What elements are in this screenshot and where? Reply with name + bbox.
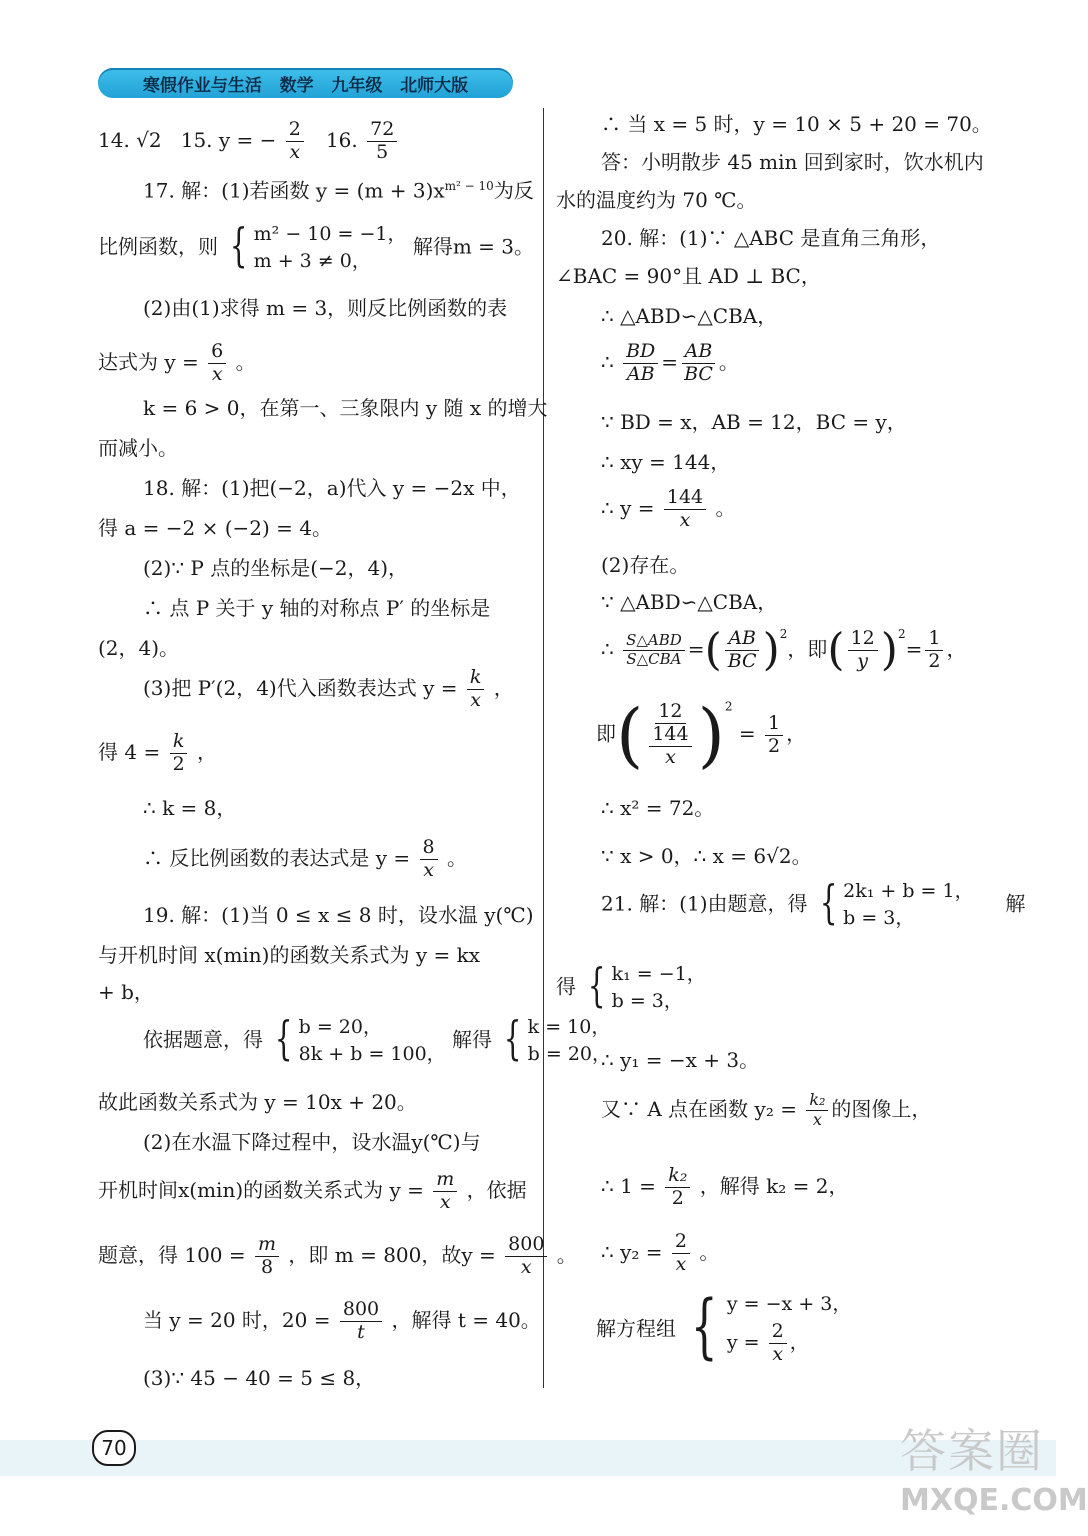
header-title: 寒假作业与生活 数学 九年级 北师大版 — [142, 76, 469, 96]
q18-line4: ∴ 点 P 关于 y 轴的对称点 P′ 的坐标是 — [143, 596, 491, 620]
equation-system: { y = −x + 3， y = $\frac{2}{x}$ ， — [691, 1285, 852, 1367]
q18-line6: (3)把 P′(2，4)代入函数表达式 y = $\frac{k}{x}$ ， — [143, 666, 514, 711]
column-divider — [543, 108, 544, 1388]
answer-16: 16. — [325, 127, 358, 152]
q20-line8: (2)存在。 — [601, 553, 690, 577]
q20-line2: ∠BAC = 90°且 AD ⊥ BC， — [556, 264, 821, 288]
q18-line1: 18. 解：(1)把(−2，a)代入 y = −2x 中， — [143, 476, 521, 500]
equation-system: { b = 20， 8k + b = 100， — [275, 1011, 446, 1065]
q21-line7: 解方程组 { y = −x + 3， y = $\frac{2}{x}$ ， — [596, 1285, 852, 1367]
fraction: $\frac{72}{5}$ — [367, 120, 397, 163]
fraction: $\frac{2}{x}$ — [286, 120, 304, 163]
q17-line5: k = 6 > 0，在第一、三象限内 y 随 x 的增大 — [143, 396, 548, 420]
q18-line5: (2，4)。 — [98, 636, 180, 660]
q17-line6: 而减小。 — [98, 436, 178, 460]
q19-line1: 19. 解：(1)当 0 ≤ x ≤ 8 时，设水温 y(℃) — [143, 903, 534, 927]
q21-line4: 又∵ A 点在函数 y₂ = $\frac{\text{k₂}}{x}$ 的图像上， — [601, 1090, 932, 1129]
q21-line1: 21. 解：(1)由题意，得 { 2k₁ + b = 1， b = 3， 解 — [601, 875, 1026, 929]
q18-line8: ∴ k = 8， — [143, 796, 237, 820]
q19-line2: 与开机时间 x(min)的函数关系式为 y = kx — [98, 943, 481, 967]
q20-line1: 20. 解：(1)∵ △ABC 是直角三角形， — [601, 226, 941, 250]
q18-line7: 得 4 = $\frac{k}{2}$ ， — [98, 730, 218, 775]
q18-line9: ∴ 反比例函数的表达式是 y = $\frac{8}{x}$ 。 — [143, 836, 467, 881]
equation-system: { 2k₁ + b = 1， b = 3， — [819, 875, 974, 929]
q21-line3: ∴ y₁ = −x + 3。 — [601, 1048, 760, 1072]
q19-line5: 故此函数关系式为 y = 10x + 20。 — [98, 1090, 417, 1114]
q19-line6: (2)在水温下降过程中，设水温y(℃)与 — [143, 1130, 481, 1154]
q20-line4: ∴ $\frac{BD}{AB}$ = $\frac{AB}{BC}$ 。 — [601, 340, 739, 385]
q21-line6: ∴ y₂ = $\frac{2}{x}$ 。 — [601, 1230, 720, 1275]
q19-line4: 依据题意，得 { b = 20， 8k + b = 100， 解得 { k = 10， b = 20， — [143, 1011, 612, 1065]
q17-line4: 达式为 y = $\frac{6}{x}$ 。 — [98, 340, 256, 385]
equation-system: { k₁ = −1， b = 3， — [588, 958, 706, 1012]
r-line1: ∴ 当 x = 5 时，y = 10 × 5 + 20 = 70。 — [601, 112, 992, 136]
equation-system: { k = 10， b = 20， — [504, 1011, 612, 1065]
q19-line10: (3)∵ 45 − 40 = 5 ≤ 8， — [143, 1366, 376, 1390]
q18-line2: 得 a = −2 × (−2) = 4。 — [98, 516, 332, 540]
page-number: 70 — [92, 1430, 136, 1466]
q19-line9: 当 y = 20 时，20 = $\frac{800}{t}$ ，解得 t = 40。 — [143, 1298, 541, 1343]
q21-line5: ∴ 1 = $\frac{\text{k₂}}{2}$ ，解得 k₂ = 2， — [601, 1164, 849, 1209]
q20-line3: ∴ △ABD∽△CBA， — [601, 304, 778, 328]
q17-line1: 17. 解：(1)若函数 $y = (m + 3)x^{m^2 - 10}$为反 — [143, 178, 534, 203]
watermark-logo: 答案圈 — [900, 1424, 1044, 1478]
header-bar — [98, 68, 513, 98]
q20-line11: 即( $\frac{12}{\frac{144}{x}}$ )$^2$ = $\frac{1}{2}$ ， — [596, 694, 807, 776]
answer-14: 14. √2 — [98, 127, 162, 152]
q21-line2: 得 { k₁ = −1， b = 3， — [556, 958, 706, 1012]
r-line3: 水的温度约为 70 ℃。 — [556, 188, 757, 212]
q19-line7: 开机时间x(min)的函数关系式为 y = $\frac{m}{x}$ ，依据 — [98, 1168, 527, 1213]
q19-line8: 题意，得 100 = $\frac{m}{8}$ ，即 m = 800，故y = $\frac{800}{x}$ 。 — [98, 1233, 577, 1278]
q20-line7: ∴ y = $\frac{144}{x}$ 。 — [601, 486, 736, 531]
watermark-url: MXQE.COM — [900, 1483, 1088, 1518]
q19-line3: + b， — [98, 980, 154, 1004]
q20-line12: ∴ x² = 72。 — [601, 796, 715, 820]
q20-line10: ∴ $\frac{\text{S△ABD}}{\text{S△CBA}}$ =( $\frac{AB}{BC}$ )$^2$，即( $\frac{12}{y}$ )$^2$= $\frac{1}{2}$ ， — [601, 624, 967, 676]
q17-line2: 比例函数，则 { m² − 10 = −1， m + 3 ≠ 0， 解得m = 3。 — [98, 218, 534, 272]
watermark — [880, 1415, 1088, 1530]
equation-system: { m² − 10 = −1， m + 3 ≠ 0， — [230, 218, 407, 272]
q17-line3: (2)由(1)求得 m = 3，则反比例函数的表 — [143, 296, 508, 320]
answer-15: 15. y = − — [180, 127, 277, 152]
q18-line3: (2)∵ P 点的坐标是(−2，4)， — [143, 556, 409, 580]
q20-line13: ∵ x > 0，∴ x = 6√2。 — [601, 844, 812, 868]
answers-14-16 — [98, 120, 400, 163]
q20-line6: ∴ xy = 144， — [601, 450, 731, 474]
q20-line9: ∵ △ABD∽△CBA， — [601, 590, 778, 614]
r-line2: 答：小明散步 45 min 回到家时，饮水机内 — [601, 150, 984, 174]
q20-line5: ∵ BD = x，AB = 12，BC = y， — [601, 410, 907, 434]
